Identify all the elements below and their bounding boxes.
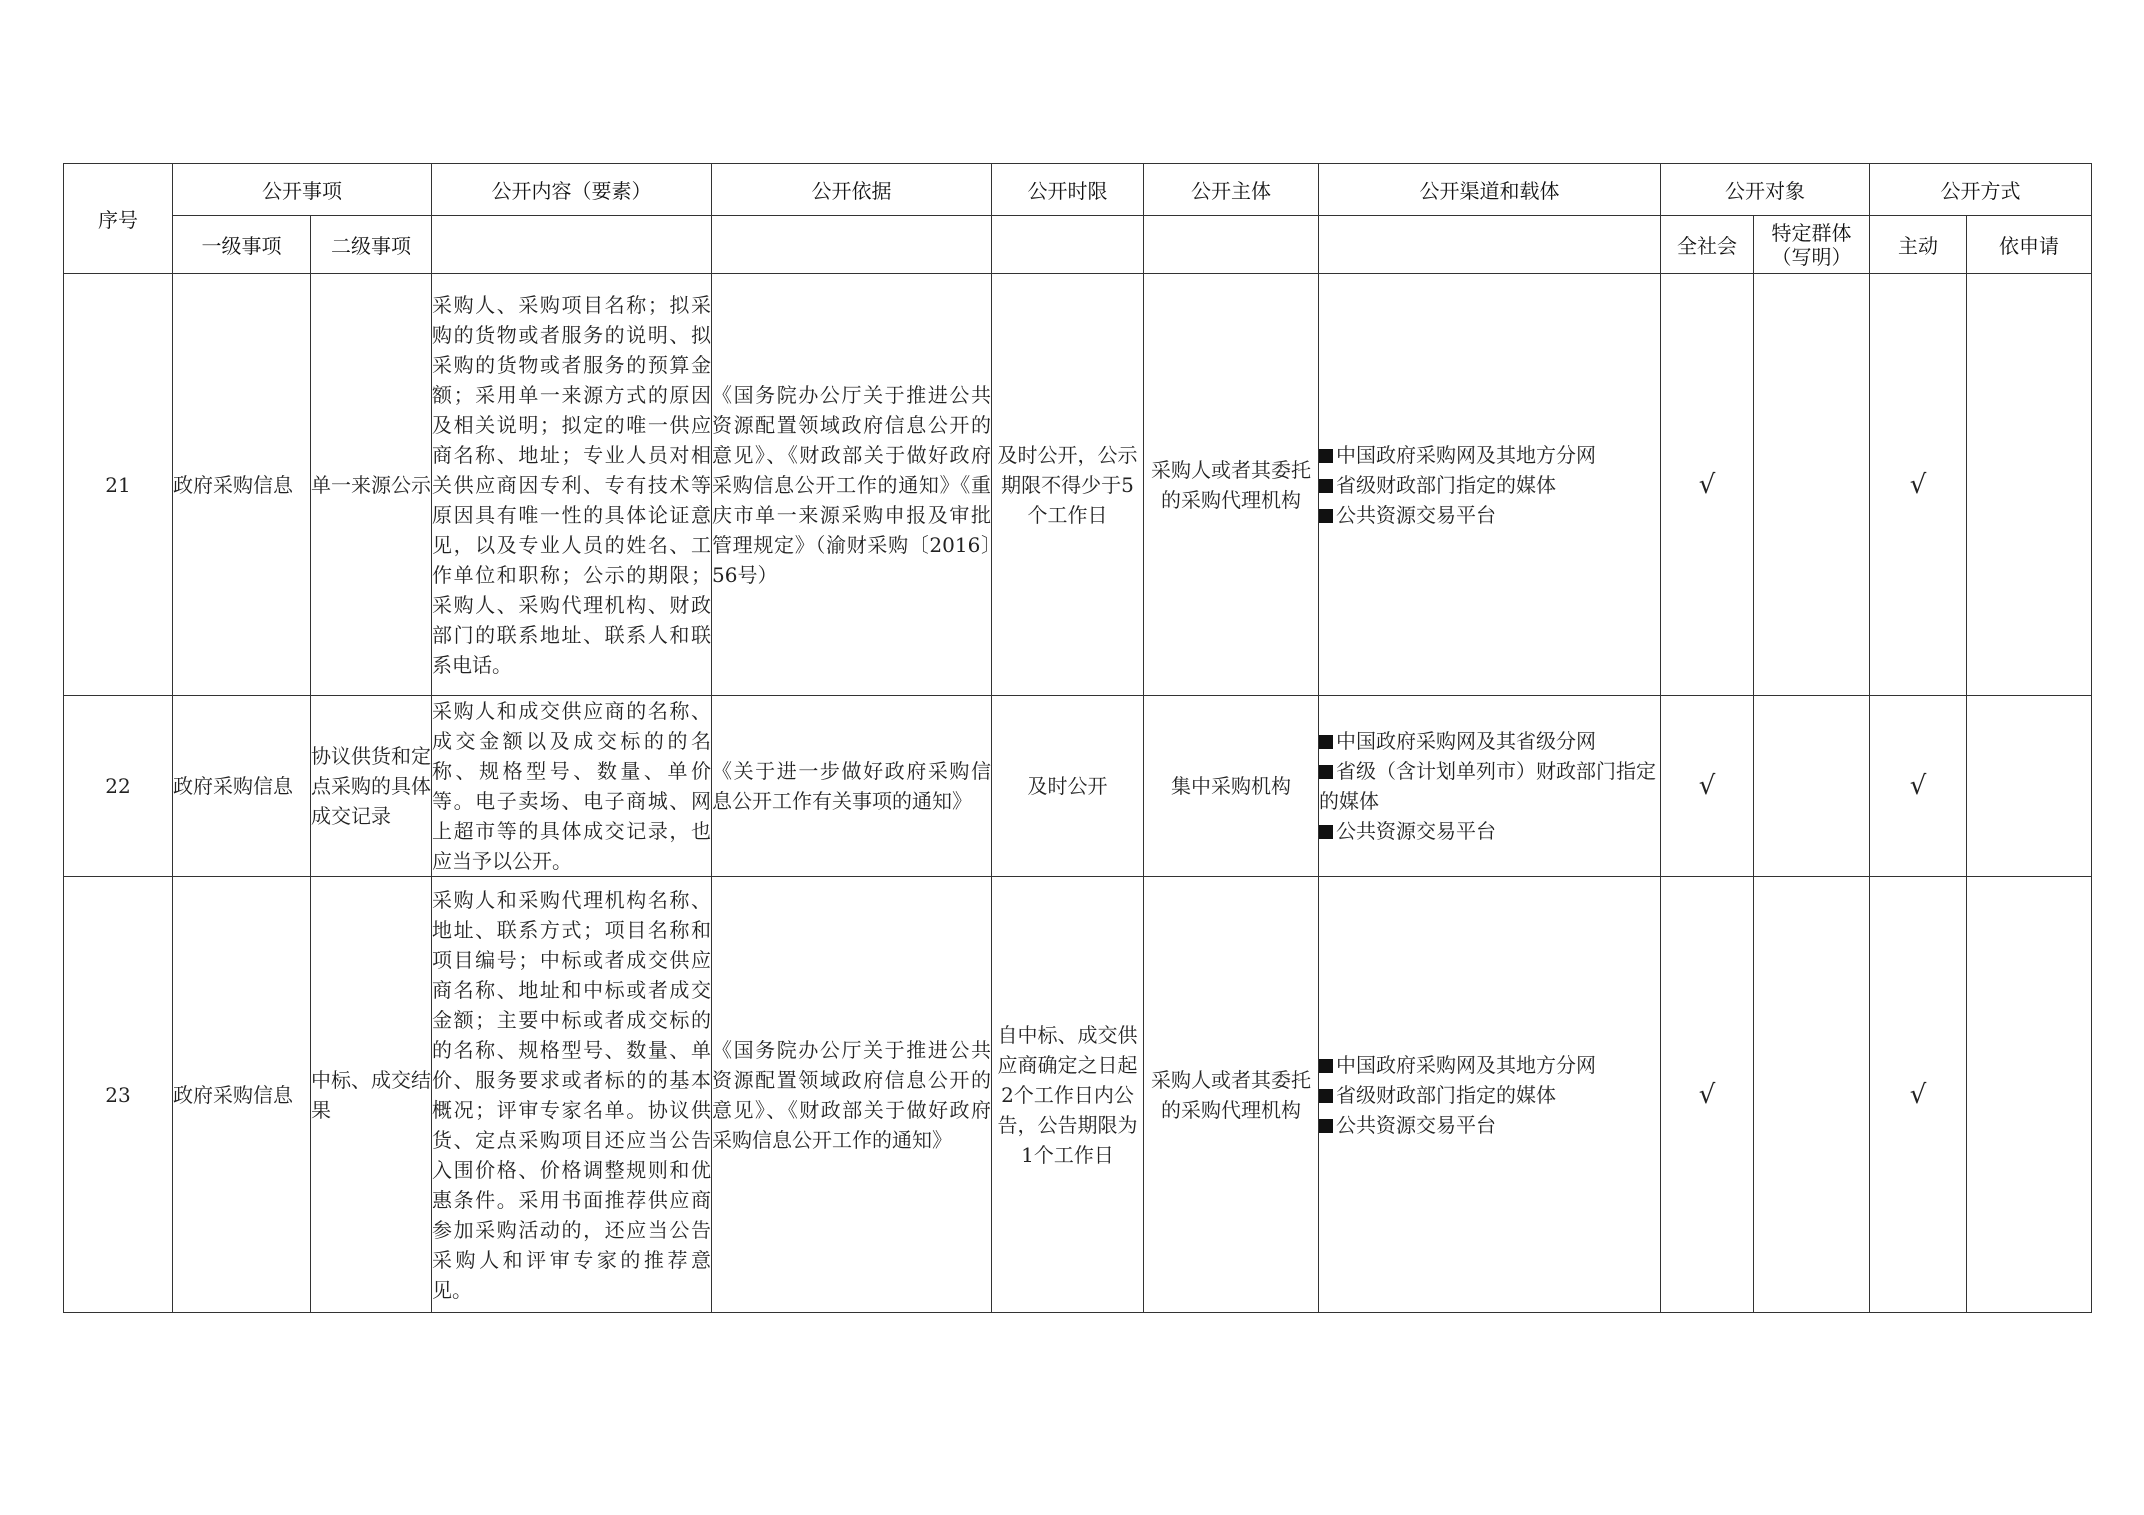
row-method-request — [1967, 877, 2092, 1313]
row-audience-all-check: √ — [1661, 877, 1754, 1313]
row-level1-matter: 政府采购信息 — [173, 274, 311, 696]
row-deadline: 及时公开，公示期限不得少于5个工作日 — [992, 274, 1144, 696]
row-content: 采购人和采购代理机构名称、地址、联系方式；项目名称和项目编号；中标或者成交供应商名称、地址和中标或者成交金额；主要中标或者成交标的的名称、规格型号、数量、单价、服务要求或者标的的基本概况；评审专家名单。协议供货、定点采购项目还应当公告入围价格、价格调整规则和优惠条件。采用书面推荐供应商参加采购活动的，还应当公告采购人和评审专家的推荐意见。 — [432, 877, 712, 1313]
row-content: 采购人、采购项目名称；拟采购的货物或者服务的说明、拟采购的货物或者服务的预算金额；采用单一来源方式的原因及相关说明；拟定的唯一供应商名称、地址；专业人员对相关供应商因专利、专有技术等原因具有唯一性的具体论证意见，以及专业人员的姓名、工作单位和职称；公示的期限；采购人、采购代理机构、财政部门的联系地址、联系人和联系电话。 — [432, 274, 712, 696]
square-bullet-icon — [1319, 1089, 1333, 1103]
row-basis: 《国务院办公厅关于推进公共资源配置领域政府信息公开的意见》、《财政部关于做好政府采购信息公开工作的通知》 — [712, 877, 992, 1313]
row-level2-matter: 中标、成交结果 — [311, 877, 432, 1313]
header-method-group: 公开方式 — [1870, 164, 2092, 216]
channel-text: 中国政府采购网及其地方分网 — [1336, 442, 1596, 467]
header-channel-blank — [1319, 216, 1661, 274]
row-audience-specific — [1754, 274, 1870, 696]
table-header — [64, 164, 2092, 274]
row-content: 采购人和成交供应商的名称、成交金额以及成交标的的名称、规格型号、数量、单价等。电子卖场、电子商城、网上超市等的具体成交记录，也应当予以公开。 — [432, 696, 712, 877]
header-channel: 公开渠道和载体 — [1319, 164, 1661, 216]
square-bullet-icon — [1319, 1119, 1333, 1133]
row-method-active-check: √ — [1870, 274, 1967, 696]
square-bullet-icon — [1319, 449, 1333, 463]
square-bullet-icon — [1319, 509, 1333, 523]
row-level2-matter: 单一来源公示 — [311, 274, 432, 696]
row-level1-matter: 政府采购信息 — [173, 696, 311, 877]
row-seq: 21 — [64, 274, 173, 696]
channel-text: 省级（含计划单列市）财政部门指定的媒体 — [1319, 759, 1656, 813]
square-bullet-icon — [1319, 1059, 1333, 1073]
row-method-request — [1967, 696, 2092, 877]
header-subject-blank — [1144, 216, 1319, 274]
channel-item — [1319, 1050, 1660, 1080]
channel-item — [1319, 1080, 1660, 1110]
row-channels — [1319, 274, 1661, 696]
row-basis: 《关于进一步做好政府采购信息公开工作有关事项的通知》 — [712, 696, 992, 877]
header-basis-blank — [712, 216, 992, 274]
header-subject: 公开主体 — [1144, 164, 1319, 216]
square-bullet-icon — [1319, 765, 1333, 779]
header-deadline-blank — [992, 216, 1144, 274]
channel-item — [1319, 756, 1660, 816]
header-matter-l1: 一级事项 — [173, 216, 311, 274]
row-method-active-check: √ — [1870, 877, 1967, 1313]
table-row — [64, 274, 2092, 696]
channel-item — [1319, 500, 1660, 530]
square-bullet-icon — [1319, 735, 1333, 749]
table-row — [64, 877, 2092, 1313]
channel-item — [1319, 1110, 1660, 1140]
header-method-active: 主动 — [1870, 216, 1967, 274]
channel-item — [1319, 440, 1660, 470]
row-deadline: 自中标、成交供应商确定之日起2个工作日内公告，公告期限为1个工作日 — [992, 877, 1144, 1313]
row-channels — [1319, 696, 1661, 877]
header-method-request: 依申请 — [1967, 216, 2092, 274]
row-method-active-check: √ — [1870, 696, 1967, 877]
row-subject: 采购人或者其委托的采购代理机构 — [1144, 274, 1319, 696]
row-subject: 集中采购机构 — [1144, 696, 1319, 877]
row-basis: 《国务院办公厅关于推进公共资源配置领域政府信息公开的意见》、《财政部关于做好政府采购信息公开工作的通知》《重庆市单一来源采购申报及审批管理规定》（渝财采购〔2016〕56号） — [712, 274, 992, 696]
header-matter-group: 公开事项 — [173, 164, 432, 216]
square-bullet-icon — [1319, 479, 1333, 493]
header-content: 公开内容（要素） — [432, 164, 712, 216]
header-audience-specific-line2: （写明） — [1771, 244, 1852, 269]
row-audience-all-check: √ — [1661, 274, 1754, 696]
header-deadline: 公开时限 — [992, 164, 1144, 216]
channel-text: 省级财政部门指定的媒体 — [1336, 472, 1556, 497]
channel-text: 中国政府采购网及其地方分网 — [1336, 1052, 1596, 1077]
channel-text: 省级财政部门指定的媒体 — [1336, 1082, 1556, 1107]
channel-item — [1319, 470, 1660, 500]
header-audience-specific — [1754, 216, 1870, 274]
header-content-blank — [432, 216, 712, 274]
channel-text: 中国政府采购网及其省级分网 — [1336, 729, 1596, 753]
row-channels — [1319, 877, 1661, 1313]
header-audience-group: 公开对象 — [1661, 164, 1870, 216]
row-seq: 23 — [64, 877, 173, 1313]
row-level2-matter: 协议供货和定点采购的具体成交记录 — [311, 696, 432, 877]
header-basis: 公开依据 — [712, 164, 992, 216]
header-seq: 序号 — [64, 164, 173, 274]
header-matter-l2: 二级事项 — [311, 216, 432, 274]
header-audience-specific-line1: 特定群体 — [1771, 220, 1852, 245]
disclosure-table — [63, 163, 2092, 1313]
row-audience-all-check: √ — [1661, 696, 1754, 877]
header-audience-all: 全社会 — [1661, 216, 1754, 274]
channel-text: 公共资源交易平台 — [1336, 819, 1496, 843]
row-audience-specific — [1754, 696, 1870, 877]
channel-text: 公共资源交易平台 — [1336, 1112, 1496, 1137]
row-audience-specific — [1754, 877, 1870, 1313]
row-seq: 22 — [64, 696, 173, 877]
channel-item — [1319, 726, 1660, 756]
row-deadline: 及时公开 — [992, 696, 1144, 877]
square-bullet-icon — [1319, 825, 1333, 839]
row-level1-matter: 政府采购信息 — [173, 877, 311, 1313]
row-method-request — [1967, 274, 2092, 696]
channel-text: 公共资源交易平台 — [1336, 502, 1496, 527]
table-row — [64, 696, 2092, 877]
row-subject: 采购人或者其委托的采购代理机构 — [1144, 877, 1319, 1313]
channel-item — [1319, 816, 1660, 846]
